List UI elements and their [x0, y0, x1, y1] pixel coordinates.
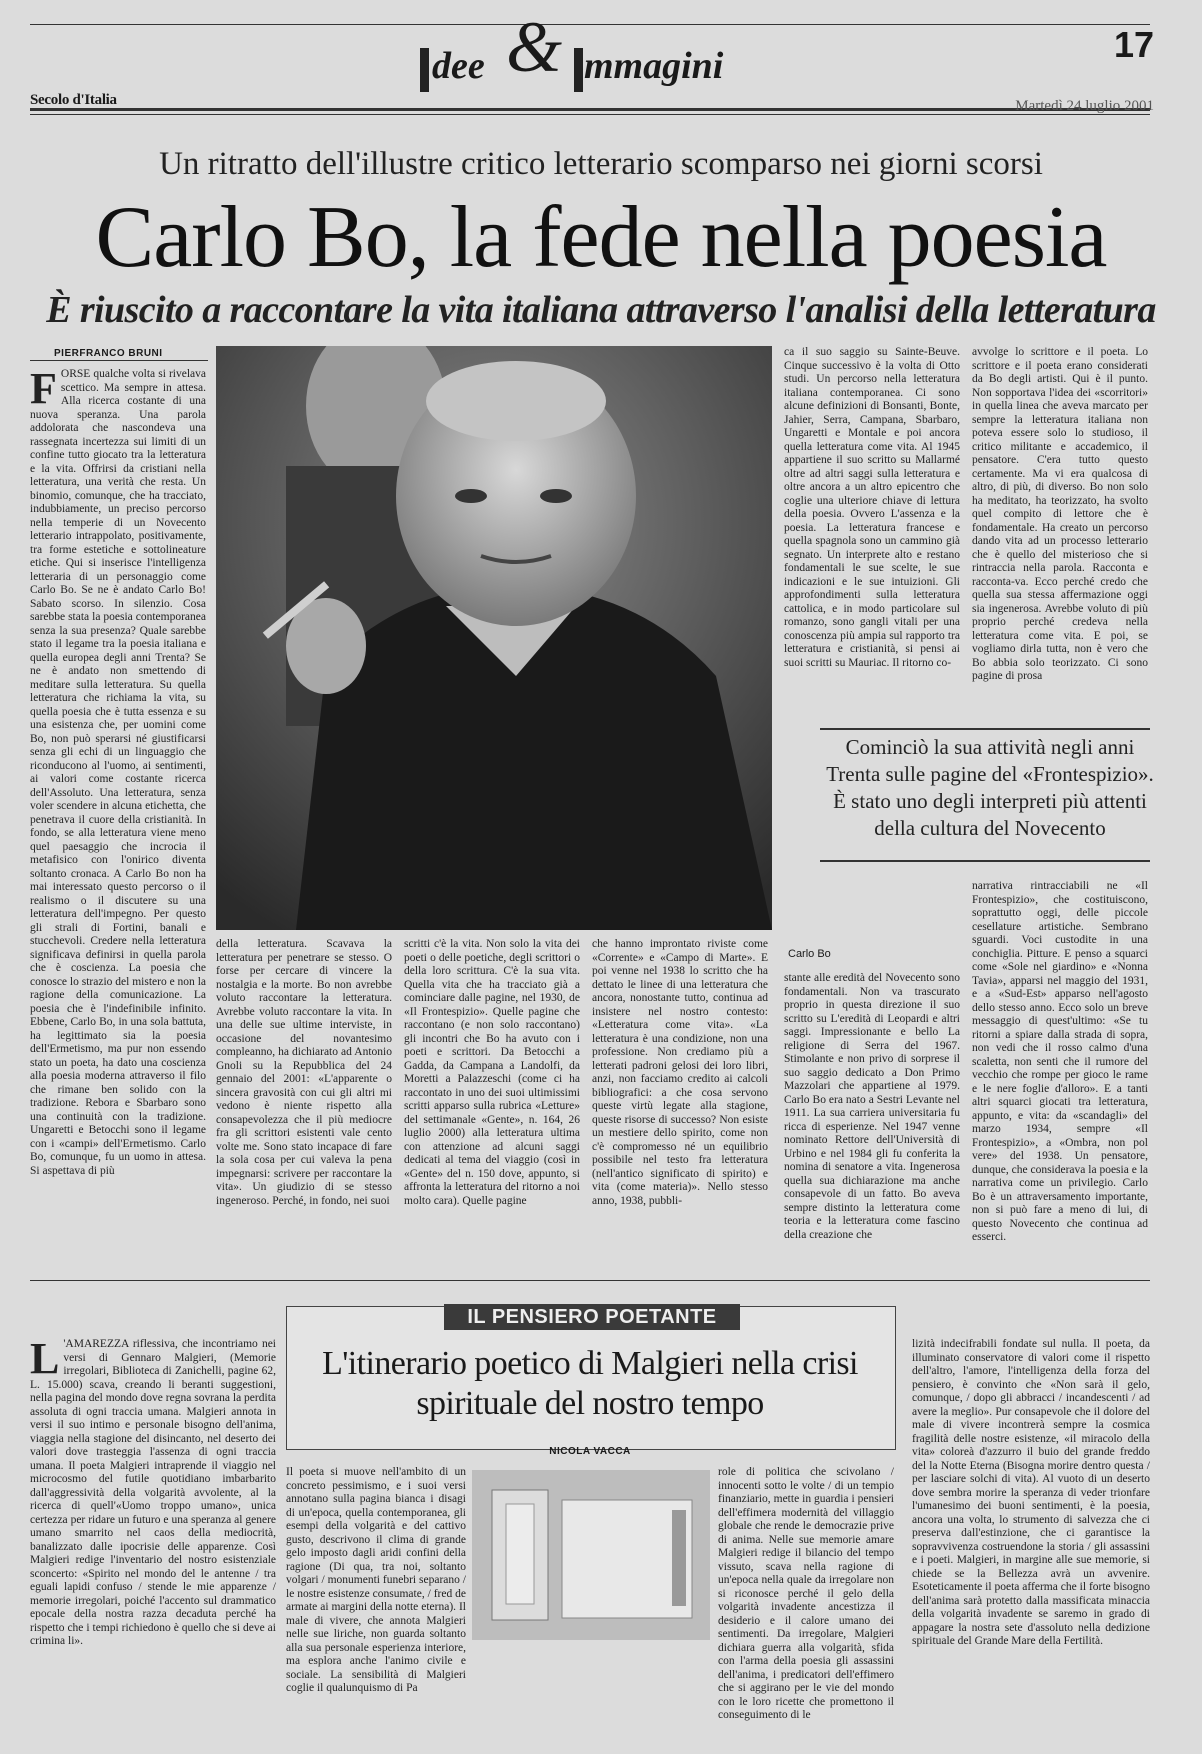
article-headline: Carlo Bo, la fede nella poesia [95, 189, 1107, 286]
article-column-1 [30, 368, 206, 1266]
byline-rule [30, 360, 208, 361]
article-separator [30, 1280, 1150, 1281]
masthead-rule [30, 108, 1150, 111]
article2-column-2-text: Il poeta si muove nell'ambito di un concreto pessimismo, e i suoi versi annotano sulla pagina bianca i disagi di un'epoca, quella contemporanea, gli esempi della volgarità e del cattivo gusto, descrivono il clima di grande gelo imposto dagli aridi confini della ragione (Di qua, tra noi, soltanto volgari / monumenti funebri separano / le nostre esistenze consumate, / fred de armate ai margini della notte eterna). Il male di vivere, che annota Malgieri nelle sue liriche, non guarda soltanto alla sua personale esperienza interiore, ma esplora anche l'animo civile e sociale. La sensibilità di Malgieri coglie il qualunquismo di Pa [286, 1466, 466, 1694]
article-column-3 [404, 938, 580, 1266]
section-bar-1 [420, 48, 429, 92]
section-title-part2: mmagini [584, 45, 724, 87]
article2-column-2 [286, 1466, 466, 1722]
article-column-5-top [784, 346, 960, 714]
article2-headline: L'itinerario poetico di Malgieri nella crisi spirituale del nostro tempo [322, 1345, 858, 1422]
article2-column-4 [912, 1338, 1150, 1722]
column-2-text: della letteratura. Scavava la letteratura per penetrare se stesso. O forse per cercare di vincere la nostalgia e la morte. Bo non avrebbe voluto raccontare la letteratura. Avrebbe voluto raccontare la vita. In una delle sue ultime interviste, in occasione del novantesimo compleanno, ha dichiarato ad Antonio Gnoli su la Repubblica del 24 gennaio del 2001: «L'apparente o sincera gravosità con cui gli altri mi vedono è niente rispetto alla consapevolezza che il più mediocre fra gli scrittori esistenti vale cento volte me. Sono stato incapace di fare la sola cosa per cui valeva la pena impegnarsi: scrivere per raccontare la vita». Un giudizio di se stesso ingeneroso. Perché, in fondo, nei suoi [216, 938, 392, 1207]
column-6-top-text: avvolge lo scrittore e il poeta. Lo scrittore e il poeta erano considerati da Bo degli artisti. Qui è il punto. Non sopportava l'idea dei «scorritori» in quella linea che aveva marcato per sempre la letteratura italiana non poteva essere solo lo studioso, il critico militante e accademico, il pensatore. C'era tutto questo certamente. Ma vi era qualcosa di altro, di più, di diverso. Bo non solo ha meditato, ha teorizzato, ha svolto quel compito di lettore che è fondamentale. Ha creato un percorso dando vita ad un processo letterario che è quello del misterioso che si rintraccia nella parola. Racconta e racconta-va. Ecco perché credo che quella sua stessa affermazione oggi sia ingenerosa. Avrebbe voluto di più proprio perché credeva nella letteratura come vita. E poi, se vogliamo dirla tutta, non è vero che Bo abbia solo teorizzato. Ci sono pagine di prosa [972, 346, 1148, 682]
article2-drop-cap: L [30, 1338, 60, 1383]
photo-caption: Carlo Bo [788, 948, 831, 960]
article-column-5-bottom [784, 972, 960, 1266]
issue-date: Martedì 24 luglio 2001 [1015, 98, 1154, 114]
article2-column-3-text: role di politica che scivolano / innocenti sotto le volte / di un tempio finanziario, mette in guardia i pensieri dell'effimera modernità del villaggio globale che rende le democrazie prive di anima. Nelle sue memorie amare Malgieri redige il bilancio del tempo vissuto, scava nella ragione di un'epoca nella quale da irregolare non si riconosce perché il gelo della volgarità invadente ancestizza il desiderio e il calore umano dei sentimenti. Da irregolare, Malgieri dichiara guerra alla volgarità, sfida con l'arma della poesia gli assassini dell'anima, i predicatori dell'effimero che si aggirano per le vie del mondo con le loro ricette che promettono il conseguimento di le [718, 1466, 894, 1721]
column-4-text: che hanno improntato riviste come «Corrente» e «Campo di Marte». E poi venne nel 1938 lo scritto che ha dettato le linee di una letteratura che ancora, nonostante tutto, continua ad insistere nel nostro contesto: «Letteratura come vita». «La letteratura è una condizione, non una professione. Non crediamo più a letterati padroni gelosi dei loro libri, anzi, non facciamo credito ai calcoli bibliografici: a che cosa servono queste virtù legate alla stagione, queste risorse di successo? Non esiste un mestiere dello spirito, come non c'è compromesso né un equilibrio possibile nel testo fra letteratura (nell'antico significato di spirito) e vita (come materia)». Nello stesso anno, 1938, pubbli- [592, 938, 768, 1207]
section-bar-2 [574, 48, 583, 92]
section-title-ampersand: & [506, 7, 563, 87]
article-kicker: Un ritratto dell'illustre critico letterario scomparso nei giorni scorsi [159, 146, 1043, 182]
article-column-4 [592, 938, 768, 1266]
article2-column-1 [30, 1338, 276, 1722]
article-column-6-bottom [972, 880, 1148, 1266]
column-1-text: ORSE qualche volta si rivelava scettico. Ma sempre in attesa. Alla ricerca costante di una nuova speranza. Una parola addolorata che nascondeva una rassegnata incertezza sui limiti di un confine tutto giocato tra la letteratura e la vita. Offrirsi da cristiani nella letteratura, una verità che resta. Un binomio, comunque, che ha tracciato, indubbiamente, un preciso percorso nella temperie di un Novecento letterario intrappolato, positivamente, tra forme estetiche e sottolineature etiche. Qui si inserisce l'intelligenza letteraria di un personaggio come Carlo Bo. Se ne è andato Carlo Bo! Sabato scorso. In silenzio. Cosa sarebbe stata la poesia contemporanea senza la sua presenza? Quale sarebbe stato il legame tra la poesia italiana e quella europea degli anni Trenta? Se ne è andato non smettendo di meditare sulla letteratura. Su quella letteratura che richiama la vita, su quella poesia che è tutta essenza e su una esistenza che, per uomini come Bo, non può sperarsi né giustificarsi senza gli echi di un linguaggio che riconducono al l'uomo, ai sentimenti, ai valori come costante ricerca dell'Assoluto. Una letteratura, senza voler scendere in alcuna etichetta, che penetrava il cuore della cristianità. In fondo, se alla letteratura viene meno quel paesaggio che incrocia il metafisico con l'onirico diventa soltanto cronaca. A Carlo Bo non ha mai interessato questo percorso o il realismo o il discutere su una letteratura dell'impegno. Per questo gli strali di Fortini, banali e stucchevoli. Credere nella letteratura significava definirsi in quella parola che è coscienza. La poesia che conosce lo strazio del mistero e non la ragione della comunicazione. La poesia che è l'indefinibile infinito. Ebbene, Carlo Bo, in una sola battuta, ha legittimato sia la poesia dell'Ermetismo, ma pur non essendo stato un poeta, ha dato una coscienza alla poesia moderna attraverso il filo che rimane ben solido con la tradizione. Rebora e Sbarbaro sono una continuità con la tradizione. Ungaretti e Betocchi sono il legame con i «campi» dell'Ermetismo. Carlo Bo, comunque, fu un uomo in attesa. Si aspettava di più [30, 368, 206, 1177]
portrait-illustration [216, 346, 772, 930]
pullquote-rule-top [820, 728, 1150, 730]
column-5-top-text: ca il suo saggio su Sainte-Beuve. Cinque successivo è la volta di Otto studi. Un percorso nella letteratura italiana contemporanea. Ci sono alcune definizioni di Bonsanti, Bonte, Jahier, Serra, Campana, Sbarbaro, Ungaretti e Montale e poi ancora quella letteratura come vita. Al 1945 appartiene il suo scritto su Mallarmé oltre ad altri saggi sulla letteratura e oltre ancora a un altro epicentro che coglie una ulteriore chiave di lettura della poesia. Ovvero L'assenza e la poesia. La letteratura francese e quella spagnola sono un cammino già segnato. Un interprete alto e restano fondamentali le sue scelte, le sue indicazioni e le sue intuizioni. Gli approfondimenti sulla letteratura cattolica, e in modo particolare sul romanzo, sono gangli vitali per una conoscenza più ampia sul rapporto tra letteratura e cristianità, si pensi ai suoi scritti su Mauriac. Il ritorno co- [784, 346, 960, 669]
article2-byline: NICOLA VACCA [549, 1446, 631, 1457]
pull-quote: Cominciò la sua attività negli anni Trenta sulle pagine del «Frontespizio». È stato uno degli interpreti più attenti della cultura del Novecento [826, 735, 1154, 840]
article2-column-4-text: lizità indecifrabili fondate sul nulla. Il poeta, da illuminato conservatore di valori come il rispetto dell'altro, l'amore, l'intelligenza della forza del pensiero, è convinto che «Non sarà il gelo, comunque, / dopo gli abbracci / incandescenti / ad avere la meglio». Pur consapevole che il dolore del male di vivere incontrerà sempre la cosmica fragilità delle nostre esistenze, «il miracolo della vita» coloreà d'azzurro il buio del grande freddo del la Notte Eterna (Bisogna morire dentro questa / per lasciare solchi di vita). Al vuoto di un deserto dove sembra morire la speranza di veder trionfare l'umanesimo dei buoni sentimenti, è la poesia, ancora una volta, lo strumento di salvezza che ci preserva dall'estinzione, che ci garantisce la sopravvivenza costruendone la storia / gli assassini e i poeti. Malgieri, in margine alle sue memorie, si chiede se la Bellezza avrà un avvenire. Esoteticamente il poeta afferma che il forte bisogno dell'anima sarà protetto dalla massificata minaccia della volgarità invadente se saremo in grado di appagare la nostra sete d'assoluto nella dedizione spirituale del Grande Mare della Fertilità. [912, 1338, 1150, 1647]
drop-cap: F [30, 368, 57, 413]
section-title [420, 6, 800, 94]
column-6-bottom-text: narrativa rintracciabili ne «Il Frontespizio», che costituiscono, soprattutto oggi, delle piccole cesellature artistiche. Sembrano sguardi. Voci custodite in una conchiglia. Pitture. E penso a squarci come «Sole nel giardino» e «Nonna Tavia», apparsi nel maggio del 1931, e a «Sud-Est» apparso nell'agosto dello stesso anno. Ecco solo un breve messaggio di quest'ultimo: «Se tu ritorni a spiare dalla strada di sopra, non vedi che il rosso calmo d'una scaletta, non senti che il rumore del vecchio che rompe per gioco le rame e le nere foglie d'alloro». E a tanti altri squarci giocati tra letteratura, appunto, e vita: da «scandagli» del marzo 1934, sempre «Il Frontespizio», a «Ombra, non pol vere» del 1938. Un pensatore, dunque, che considerava la poesia e la narrativa come un privilegio. Carlo Bo è un attraversamento importante, non si può fare a meno di lui, di questo Novecento che continua ad esserci. [972, 880, 1148, 1243]
page-number: 17 [1113, 24, 1154, 65]
article2-column-3 [718, 1466, 894, 1722]
carlo-bo-portrait-photo [216, 346, 772, 930]
article-byline: PIERFRANCO BRUNI [54, 348, 163, 359]
section-title-part1: dee [432, 45, 485, 87]
column-5-bottom-text: stante alle eredità del Novecento sono fondamentali. Non va trascurato proprio in questa direzione il suo scritto su L'eredità di Leopardi e altri saggi. Impressionante e bello La religione di Serra del 1967. Stimolante e non privo di sorprese il suo saggio dedicato a Don Primo Mazzolari che appartiene al 1979. Carlo Bo era nato a Sestri Levante nel 1911. La sua carriera universitaria fu ricca di esperienze. Nel 1947 venne nominato Rettore dell'Università di Urbino e nel 1984 gli fu conferita la nomina di senatore a vita. Ingenerosa quella sua dichiarazione ma anche consapevole di un fatto. Bo aveva sempre distinto la letteratura come teoria e la letteratura come fascino della creazione che [784, 972, 960, 1241]
article-subheadline: È riuscito a raccontare la vita italiana attraverso l'analisi della letteratura [46, 289, 1156, 331]
article-column-6-top [972, 346, 1148, 714]
column-3-text: scritti c'è la vita. Non solo la vita dei poeti o delle poetiche, degli scrittori o della loro scrittura. C'è la sua vita. Quella vita che ha tracciato già a cominciare dalle pagine, nel 1930, de «Il Frontespizio». Quelle pagine che raccontano (e non solo raccontano) gli incontri che Bo ha avuto con i poeti e scrittori. Da Betocchi a Gadda, da Campana a Landolfi, da Moretti a Palazzeschi (come ci ha raccontato in uno dei suoi ultimissimi scritti apparso sulla rubrica «Letture» del settimanale «Gente», n. 164, 26 luglio 2000) alla letteratura ultima con attenzione ad alcuni saggi dedicati al tema del viaggio (così in «Gente» del n. 150 dove, appunto, si affronta la letteratura del ritorno a noi molto cara). Quelle pagine [404, 938, 580, 1207]
article-column-2 [216, 938, 392, 1266]
book-illustration [472, 1470, 710, 1640]
paper-name: Secolo d'Italia [30, 92, 117, 108]
column-banner: IL PENSIERO POETANTE [444, 1304, 740, 1330]
book-cover-photo [472, 1470, 710, 1640]
pullquote-rule-bottom [820, 860, 1150, 862]
article2-column-1-text: 'AMAREZZA riflessiva, che incontriamo nei versi di Gennaro Malgieri, (Memorie irregolari, Biblioteca di Zanichelli, pagine 62, L. 15.000) scava, creando li beranti suggestioni, nella pagina del mondo dove regna sovrana la perdita assoluta di ogni traccia umana. Malgieri annota in versi il suo intimo e personale bisogno dell'anima, viaggia nella stagione del disincanto, nel deserto dei valori dove trasteggia l'assenza di ogni traccia umana. Il poeta Malgieri intraprende il viaggio nel microcosmo del futile quotidiano imbarbarito dall'aggressività della volgarità avvolente, al la ricerca di quell'«Uomo troppo umano», unica certezza per ridare un futuro e una speranza al genere umano smarrito nel caos della mediocrità, banalizzato dalle ipocrisie delle apparenze. Così Malgieri redige l'inventario del nostro esistenziale sconcerto: «Spirito nel mondo del le antenne / tra eguali lapidi confuso / stende le mie apparenze / memorie irregolari, poiché l'accento sul drammatico epocale della nostra razza decaduta perché ha rispetto che i tempi richiedono è quello che si deve ai crimina li». [30, 1338, 276, 1647]
masthead-rule-thin [30, 114, 1150, 115]
